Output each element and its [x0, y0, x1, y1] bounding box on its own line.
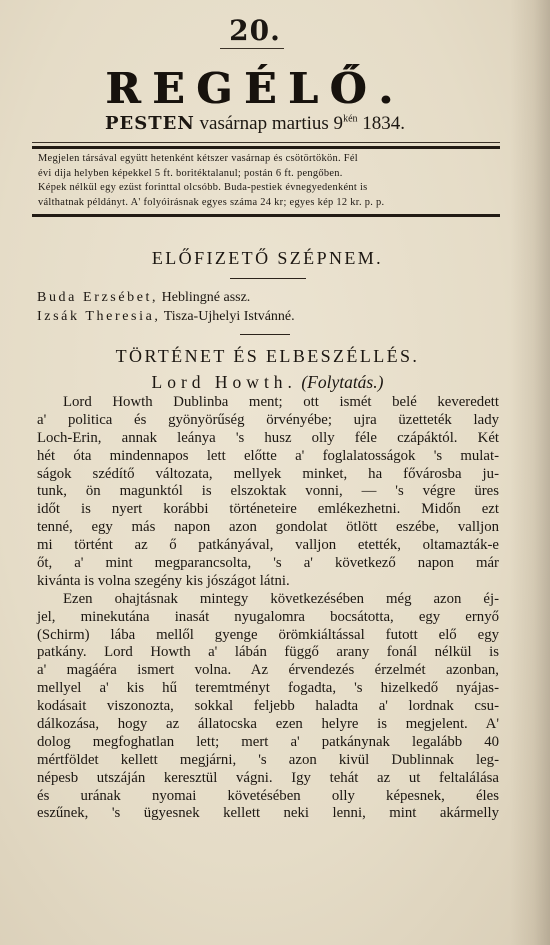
story-line: mértföldet kellett megjárni, 's azon kivül Dublinnak leg- [37, 751, 499, 768]
story-subtitle [0, 372, 535, 393]
masthead-title: REGÉLŐ. [105, 64, 405, 113]
story-line: a' magáéra ismert volna. Az érvendezés érzelmét azonban, [37, 662, 499, 679]
story-line: Ezen ohajtásnak mintegy következésében még azon éj- [63, 590, 499, 607]
story-line: kivánta is volna szegény kis jószágot látni. [37, 572, 290, 589]
subscriber-detail: Tisza-Ujhelyi Istvánné. [163, 309, 295, 324]
story-continued: (Folytatás.) [301, 372, 384, 392]
story-line: dolog megfoghatlan lett; mert a' patkánynak legalább 40 [37, 733, 499, 750]
story-line: Lord Howth Dublinba ment; ott ismét belé keveredett [63, 394, 499, 410]
story-line: Loch-Erin, annak leánya 's husz olly féle czápáktól. Két [37, 429, 499, 446]
subscribers-section-title: ELŐFIZETŐ SZÉPNEM. [151, 248, 384, 268]
issue-number-rule [220, 48, 284, 49]
story-line: időt is nyert korábbi történeteire emlékezhetni. Midőn ezt [37, 501, 499, 518]
story-section-title: TÖRTÉNET ÉS ELBESZÉLLÉS. [115, 346, 420, 366]
story-line: tunk, ön magunktól is elszoktak vonni, — 's végre üres [37, 483, 499, 500]
story-subtitle-name: Lord Howth. [151, 372, 297, 392]
notice-line: válthatnak példányt. A' folyóirásnak egyes száma 24 kr; egyes kép 12 kr. p. p. [38, 196, 385, 208]
dateline [0, 113, 510, 135]
notice-rule [32, 214, 500, 217]
subscriber-entry [37, 290, 250, 306]
dateline-city: PESTEN [104, 113, 195, 134]
dateline-year: 1834. [362, 113, 406, 134]
header-rule-thick [32, 146, 500, 149]
header-rule-thin [32, 142, 500, 143]
notice-line: Képek nélkül egy ezüst forinttal olcsóbb. Buda-pestiek évnegyedenként is [38, 182, 368, 193]
story-line: patkány. Lord Howth a' lábán függő arany fonál nélkül is [37, 644, 499, 661]
page-fold-shadow [510, 0, 550, 945]
issue-number: 20. [229, 14, 281, 47]
story-line: a' politica és gyönyörűség örvényébe; ujra üzetteték lady [37, 411, 499, 428]
story-line: tenné, egy más napon azon gondolat ötlött eszébe, valljon [37, 519, 499, 536]
story-line: őt, a' mint megparancsolta, 's a' következő napon már [37, 555, 499, 572]
subscriber-entry [37, 309, 295, 325]
story-line: mellyel a' kis hű teremtményt fogadta, 's hizelkedő nyájas- [37, 680, 499, 697]
story-line: kodásait viszonozta, sokkal feljebb haladta a' lordnak csu- [37, 698, 499, 715]
story-line: dálkozása, hogy az állatocska ezen helyre is megjelent. A' [37, 716, 499, 733]
section-divider-rule [240, 334, 290, 335]
story-line: eszűnek, 's ügyesnek kellett neki lenni, mint akármelly [37, 805, 499, 822]
subscribers-title-rule [230, 278, 306, 279]
story-line: jel, minekutána inasát nyugalomra bocsátotta, egy ernyő [37, 608, 499, 625]
story-line: hét óta mindennapos lett előtte a' foglalatosságok 's mulat- [37, 447, 499, 464]
story-body [37, 394, 499, 823]
notice-line: évi dija helyben képekkel 5 ft. boritéktalanul; postán 6 ft. pengőben. [38, 167, 343, 179]
subscriber-detail: Heblingné assz. [161, 290, 251, 305]
notice-line: Megjelen társával együtt hetenként kétszer vasárnap és csötörtökön. Fél [38, 153, 358, 164]
dateline-day: vasárnap martius 9 [199, 113, 344, 134]
story-line: mi történt az ő patkányával, valljon etették, oltamazták-e [37, 537, 499, 554]
subscriber-name: Buda Erzsébet, [37, 290, 159, 305]
dateline-ordinal: kén [343, 113, 358, 125]
story-line: népesb utszáján keresztül vágni. Igy tehát az ut feltalálása [37, 769, 499, 786]
subscriber-name: Izsák Theresia, [37, 309, 161, 324]
story-line: ságok szédítő változata, mellyek minket, ha fővárosba ju- [37, 465, 499, 482]
story-line: és urának nyomai követésében olly képesnek, éles [37, 787, 499, 804]
subscription-notice [38, 152, 496, 210]
story-line: (Schirm) lába mellől gyenge örömkiáltással futott elő egy [37, 626, 499, 643]
